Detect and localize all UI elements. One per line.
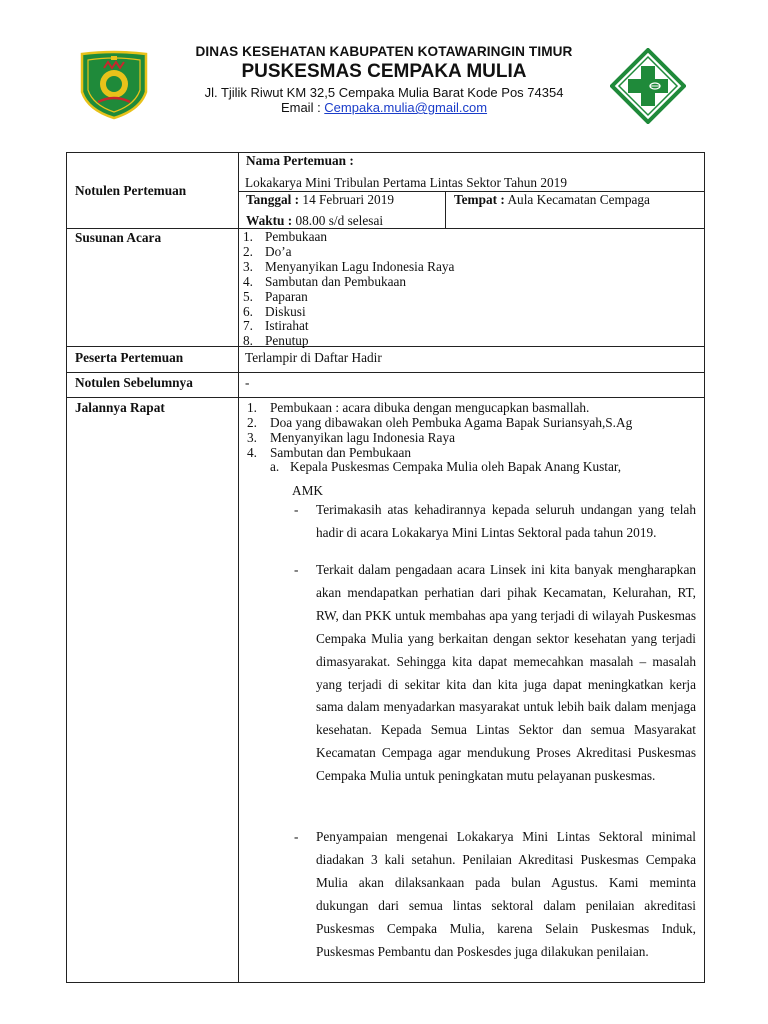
bullet-paragraph: Terimakasih atas kehadirannya kepada seluruh undangan yang telah hadir di acara Lokakarya Mini Lintas Sektoral pada tahun 2019. bbox=[316, 502, 696, 540]
susunan-acara-label: Susunan Acara bbox=[75, 230, 162, 245]
row-divider bbox=[66, 372, 705, 373]
column-divider bbox=[238, 152, 239, 983]
email-link[interactable]: Cempaka.mulia@gmail.com bbox=[324, 100, 488, 115]
agency-name: DINAS KESEHATAN KABUPATEN KOTAWARINGIN TIMUR bbox=[195, 44, 573, 59]
tanggal-value: 14 Februari 2019 bbox=[299, 192, 395, 207]
bullet-dash: - bbox=[294, 562, 299, 577]
list-item: 4. Sambutan dan Pembukaan bbox=[243, 273, 407, 289]
list-item: 3. Menyanyikan Lagu Indonesia Raya bbox=[243, 258, 455, 274]
nama-pertemuan-value: Lokakarya Mini Tribulan Pertama Lintas Sektor Tahun 2019 bbox=[245, 175, 567, 190]
list-item: 8. Penutup bbox=[243, 333, 309, 349]
tanggal-field bbox=[246, 192, 394, 207]
row-divider bbox=[66, 228, 705, 229]
puskesmas-name: PUSKESMAS CEMPAKA MULIA bbox=[241, 61, 527, 82]
tempat-label: Tempat : bbox=[454, 192, 505, 207]
bullet-dash: - bbox=[294, 502, 299, 517]
list-item: 6. Diskusi bbox=[243, 303, 306, 319]
list-item: 4. Sambutan dan Pembukaan bbox=[247, 445, 412, 460]
list-item: 3. Menyanyikan lagu Indonesia Raya bbox=[247, 430, 455, 445]
list-item: 5. Paparan bbox=[243, 288, 308, 304]
kotawaringin-timur-emblem-icon bbox=[78, 48, 150, 120]
nama-pertemuan-label: Nama Pertemuan : bbox=[246, 153, 354, 168]
puskesmas-cross-icon bbox=[610, 48, 686, 124]
list-item: 1. Pembukaan : acara dibuka dengan mengucapkan basmallah. bbox=[247, 400, 590, 415]
list-item: 2. Do’a bbox=[243, 243, 292, 259]
tempat-field bbox=[454, 192, 650, 207]
peserta-pertemuan-value: Terlampir di Daftar Hadir bbox=[245, 350, 382, 365]
email-label: Email : bbox=[280, 100, 325, 115]
waktu-field bbox=[246, 213, 383, 228]
jalannya-rapat-label: Jalannya Rapat bbox=[75, 400, 165, 415]
agenda-list bbox=[243, 230, 454, 349]
address: Jl. Tjilik Riwut KM 32,5 Cempaka Mulia Barat Kode Pos 74354 bbox=[204, 85, 564, 100]
sub-item-marker: a. bbox=[270, 459, 280, 474]
notulen-sebelumnya-value: - bbox=[245, 375, 250, 390]
list-item: 1. Pembukaan bbox=[243, 229, 328, 244]
email-line bbox=[160, 100, 608, 115]
proceedings-list bbox=[247, 400, 632, 460]
list-item: 2. Doa yang dibawakan oleh Pembuka Agama Bapak Suriansyah,S.Ag bbox=[247, 415, 633, 430]
waktu-label: Waktu : bbox=[246, 213, 293, 228]
bullet-dash: - bbox=[294, 829, 299, 844]
sub-item-text: Kepala Puskesmas Cempaka Mulia oleh Bapak Anang Kustar, bbox=[290, 459, 622, 474]
sub-item-continuation: AMK bbox=[292, 483, 324, 498]
notulen-pertemuan-label: Notulen Pertemuan bbox=[75, 183, 187, 198]
bullet-paragraph: Penyampaian mengenai Lokakarya Mini Lintas Sektoral minimal diadakan 3 kali setahun. Penilaian Akreditasi Puskesmas Cempaka Mulia akan dilaksankaan pada bulan Agustus. Kami meminta dukungan dari semua lintas sektoral dalam penilaian akreditasi Puskesmas Cempaka Mulia, karena Selain Puskesmas Induk, Puskesmas Pembantu dan Poskesdes juga dilakukan penilaian. bbox=[316, 829, 696, 959]
notulen-sebelumnya-label: Notulen Sebelumnya bbox=[75, 375, 193, 390]
list-item: 7. Istirahat bbox=[243, 318, 309, 334]
letterhead bbox=[160, 44, 608, 115]
waktu-value: 08.00 s/d selesai bbox=[292, 213, 384, 228]
tempat-value: Aula Kecamatan Cempaga bbox=[504, 192, 650, 207]
tanggal-label: Tanggal : bbox=[246, 192, 300, 207]
bullet-paragraph: Terkait dalam pengadaan acara Linsek ini kita banyak mengharapkan akan mendapatkan perhatian dari pihak Kecamatan, Kelurahan, RT, RW, dan PKK untuk membahas apa yang terjadi di wilayah Puskesmas Cempaka Mulia yang berkaitan dengan sektor kesehatan yang terjadi dimasyarakat. Sehingga kita dapat memecahkan masalah – masalah yang terjadi di sekitar kita dan kita juga dapat meningkatkan kerja sama dalam menyadarkan masyarakat untuk lebih baik dalam menjaga kesehatan. Kepada Semua Lintas Sektor dan semua Masyarakat Kecamatan Cempaga agar mendukung Proses Akreditasi Puskesmas Cempaka Mulia untuk peningkatan mutu pelayanan puskesmas. bbox=[316, 562, 696, 784]
peserta-pertemuan-label: Peserta Pertemuan bbox=[75, 350, 184, 365]
cell-divider bbox=[445, 191, 446, 228]
row-divider bbox=[66, 397, 705, 398]
